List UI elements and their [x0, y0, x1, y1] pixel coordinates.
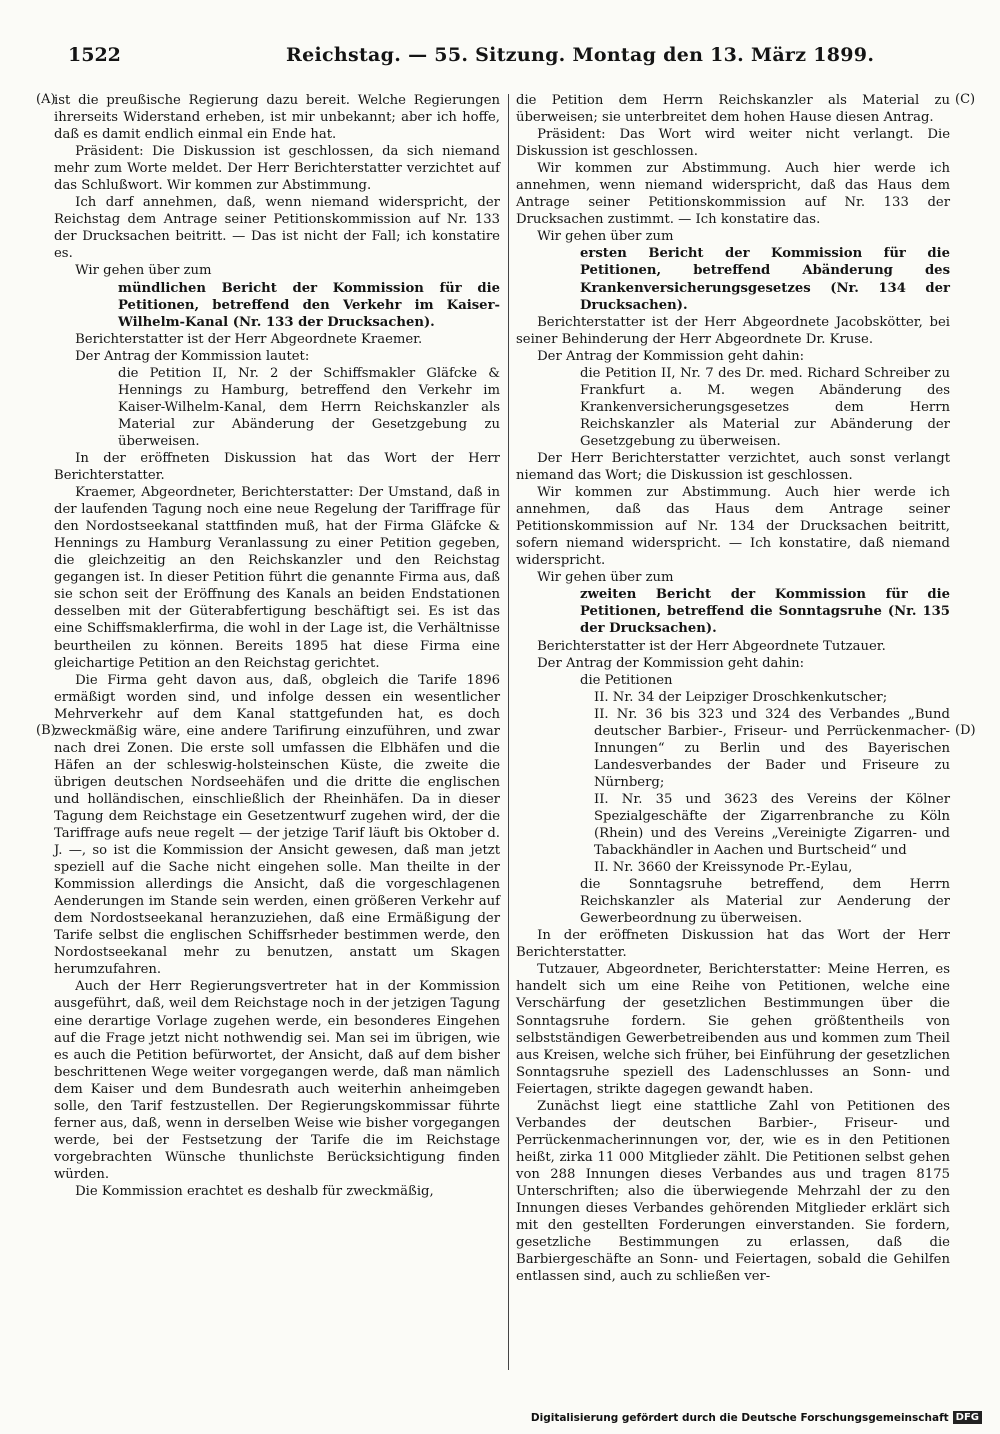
paragraph: Präsident: Die Diskussion ist geschlossen, da sich niemand mehr zum Worte meldet. Der Herr Berichterstatter verzichtet auf das Schlußwort. Wir kommen zur Abstimmung.	[54, 144, 500, 194]
margin-marker-c: (C)	[955, 92, 976, 107]
dfg-logo: DFG	[953, 1411, 982, 1424]
speech-paragraph: Tutzauer, Abgeordneter, Berichterstatter: Meine Herren, es handelt sich um eine Reihe von Petitionen, welche eine Verschärfung der gesetzlichen Bestimmungen über die Sonntagsruhe fordern. Sie gehen größtentheils von selbstständigen Gewerbetreibenden aus und kommen zum Theil aus Kreisen, welche sich früher, bei Einführung der gesetzlichen Sonntagsruhe speziell des Ladenschlusses an Sonn- und Feiertagen, strikte dagegen gewandt haben.	[516, 962, 950, 1097]
paragraph: Der Antrag der Kommission lautet:	[75, 348, 310, 364]
motion-text: die Petition II, Nr. 7 des Dr. med. Richard Schreiber zu Frankfurt a. M. wegen Abänderung des Krankenversicherungsgesetzes dem Herrn Reichskanzler als Material zur Abänderung der Gesetzgebung zu überweisen.	[580, 365, 950, 449]
paragraph: Zunächst liegt eine stattliche Zahl von Petitionen des Verbandes der deutschen Barbier-, Friseur- und Perrückenmacherinnungen vor, der, wie es in den Petitionen heißt, zirka 11 000 Mitglieder zählt. Die Petitionen selbst gehen von 288 Innungen dieses Verbandes aus und tragen 8175 Unterschriften; also die überwiegende Mehrzahl der zu den Innungen dieses Verbandes gehörenden Mitglieder erklärt sich mit den gestellten Forderungen einverstanden. Sie fordern, gesetzliche Bestimmungen zu erlassen, daß die Barbiergeschäfte an Sonn- und Feiertagen, sobald die Gehilfen entlassen sind, auch zu schließen ver-	[516, 1098, 950, 1285]
paragraph: Ich darf annehmen, daß, wenn niemand widerspricht, der Reichstag dem Antrage seiner Petitionskommission auf Nr. 133 der Drucksachen beitritt. — Das ist nicht der Fall; ich konstatire es.	[54, 195, 500, 262]
footer-credit	[531, 1411, 982, 1424]
speech-paragraph: Kraemer, Abgeordneter, Berichterstatter: Der Umstand, daß in der laufenden Tagung noch eine neue Regelung der Tariffrage für den Nordostseekanal stattfinden muß, hat der Firma Gläfcke & Hennings zu Hamburg Veranlassung zu einer Petition gegeben, die gleichzeitig an den Reichskanzler und den Reichstag gegangen ist. In dieser Petition führt die genannte Firma aus, daß sie schon seit der Eröffnung des Kanals an beiden Endstationen desselben mit der Güterabfertigung beschäftigt sei. Es ist das eine Schiffsmaklerfirma, die wohl in der Lage ist, die Verhältnisse beurtheilen zu können. Bereits 1895 hat diese Firma eine gleichartige Petition an den Reichstag gerichtet.	[54, 485, 500, 671]
paragraph: In der eröffneten Diskussion hat das Wort der Herr Berichterstatter.	[54, 450, 500, 484]
running-title: Reichstag. — 55. Sitzung. Montag den 13. März 1899.	[286, 44, 875, 66]
paragraph: Auch der Herr Regierungsvertreter hat in der Kommission ausgeführt, daß, weil dem Reichstage noch in der jetzigen Tagung eine derartige Vorlage zugehen werde, ein besonderes Eingehen auf die Frage jetzt nicht nothwendig sei. Man sei im übrigen, wie es auch die Petition befürwortet, der Ansicht, daß auf dem bisher beschrittenen Wege weiter vorgegangen werde, daß man nämlich dem Kaiser und dem Bundesrath auch weiterhin anheimgeben solle, den Tarif festzustellen. Der Regierungskommissar führte ferner aus, daß, wenn in derselben Weise wie bisher vorgegangen werde, bei der Festsetzung der Tarife die im Reichstage vorgebrachten Wünsche thunlichste Berücksichtigung finden würden.	[54, 979, 500, 1182]
paragraph: Wir gehen über zum	[75, 263, 212, 279]
motion-text: die Sonntagsruhe betreffend, dem Herrn Reichskanzler als Material zur Aenderung der Gewerbeordnung zu überweisen.	[580, 877, 950, 927]
agenda-item-heading: zweiten Bericht der Kommission für die Petitionen, betreffend die Sonntagsruhe (Nr. 135 der Drucksachen).	[580, 587, 950, 637]
page-number: 1522	[68, 44, 121, 66]
margin-marker-b: (B)	[36, 723, 56, 738]
petition-list-item: II. Nr. 36 bis 323 und 324 des Verbandes „Bund deutscher Barbier-, Friseur- und Perrückenmacher-Innungen“ zu Berlin und des Bayerischen Landesverbandes der Bader und Friseure zu Nürnberg;	[594, 706, 950, 790]
column-divider	[508, 94, 509, 1370]
paragraph: Die Kommission erachtet es deshalb für zweckmäßig,	[75, 1184, 434, 1199]
footer-text: Digitalisierung gefördert durch die Deutsche Forschungsgemeinschaft	[530, 1411, 949, 1424]
paragraph: Präsident: Das Wort wird weiter nicht verlangt. Die Diskussion ist geschlossen.	[516, 127, 950, 160]
margin-marker-a: (A)	[36, 92, 56, 107]
page-header	[68, 44, 950, 70]
petition-list-item: II. Nr. 34 der Leipziger Droschkenkutscher;	[594, 689, 888, 705]
paragraph: Der Herr Berichterstatter verzichtet, auch sonst verlangt niemand das Wort; die Diskussion ist geschlossen.	[516, 450, 950, 484]
paragraph: Berichterstatter ist der Herr Abgeordnete Jacobskötter, bei seiner Behinderung der Herr Abgeordnete Dr. Kruse.	[516, 314, 950, 347]
petition-list-item: II. Nr. 3660 der Kreissynode Pr.-Eylau,	[594, 860, 853, 876]
paragraph: Wir kommen zur Abstimmung. Auch hier werde ich annehmen, wenn niemand widerspricht, daß das Haus dem Antrage seiner Petitionskommission auf Nr. 133 der Drucksachen zustimmt. — Ich konstatire das.	[516, 161, 950, 228]
paragraph: Berichterstatter ist der Herr Abgeordnete Tutzauer.	[537, 638, 886, 654]
paragraph: die Petition dem Herrn Reichskanzler als Material zu überweisen; sie unterbreitet dem hohen Hause diesen Antrag.	[516, 93, 950, 126]
paragraph: Die Firma geht davon aus, daß, obgleich die Tarife 1896 ermäßigt worden sind, und infolge dessen ein wesentlicher Mehrverkehr auf dem Kanal stattgefunden hat, es doch zweckmäßig wäre, eine andere Tarifirung einzuführen, und zwar nach drei Zonen. Die erste soll umfassen die Elbhäfen und die Häfen an der schleswig-holsteinschen Küste, die zweite die übrigen deutschen Nordseehäfen und die dritte die englischen und holländischen, einschließlich der Rheinhäfen. Da in dieser Tagung dem Reichstage ein Gesetzentwurf zugehen wird, der die Tariffrage aufs neue regelt — der jetzige Tarif läuft bis Oktober d. J. —, so ist die Kommission der Ansicht gewesen, daß man jetzt speziell auf die Sache nicht eingehen solle. Man theilte in der Kommission allerdings die Ansicht, daß die vorgeschlagenen Aenderungen im Stande sein werden, einen größeren Verkehr auf dem Nordostseekanal heranzuziehen, daß eine Ermäßigung der Tarife selbst die englischen Schiffsrheder bestimmen werde, den Nordostseekanal mehr zu benutzen, anstatt um Skagen herumzufahren.	[54, 672, 500, 978]
paragraph: Wir gehen über zum	[537, 570, 674, 586]
paragraph: ist die preußische Regierung dazu bereit. Welche Regierungen ihrerseits Widerstand erheben, ist mir unbekannt; aber ich hoffe, daß es damit endlich einmal ein Ende hat.	[54, 93, 500, 143]
paragraph: Der Antrag der Kommission geht dahin:	[537, 348, 805, 364]
paragraph: Der Antrag der Kommission geht dahin:	[537, 655, 805, 671]
paragraph: Berichterstatter ist der Herr Abgeordnete Kraemer.	[75, 331, 423, 347]
paragraph: Wir gehen über zum	[537, 229, 674, 245]
paragraph: Wir kommen zur Abstimmung. Auch hier werde ich annehmen, daß das Haus dem Antrage seiner Petitionskommission auf Nr. 134 der Drucksachen beitritt, sofern niemand widerspricht. — Ich konstatire, daß niemand widerspricht.	[516, 485, 950, 569]
right-column	[516, 92, 950, 1285]
paragraph: In der eröffneten Diskussion hat das Wort der Herr Berichterstatter.	[516, 928, 950, 961]
left-column	[54, 92, 500, 1200]
agenda-item-heading: mündlichen Bericht der Kommission für die Petitionen, betreffend den Verkehr im Kaiser-Wilhelm-Kanal (Nr. 133 der Drucksachen).	[118, 280, 500, 330]
motion-text: die Petitionen	[580, 672, 673, 688]
motion-text: die Petition II, Nr. 2 der Schiffsmakler Gläfcke & Hennings zu Hamburg, betreffend den Verkehr im Kaiser-Wilhelm-Kanal, dem Herrn Reichskanzler als Material zur Abänderung der Gesetzgebung zu überweisen.	[118, 365, 500, 449]
petition-list-item: II. Nr. 35 und 3623 des Vereins der Kölner Spezialgeschäfte der Zigarrenbranche zu Köln (Rhein) und des Vereins „Vereinigte Zigarren- und Tabackhändler in Aachen und Burtscheid“ und	[594, 791, 950, 859]
agenda-item-heading: ersten Bericht der Kommission für die Petitionen, betreffend Abänderung des Krankenversicherungsgesetzes (Nr. 134 der Drucksachen).	[580, 246, 950, 313]
margin-marker-d: (D)	[955, 723, 976, 738]
